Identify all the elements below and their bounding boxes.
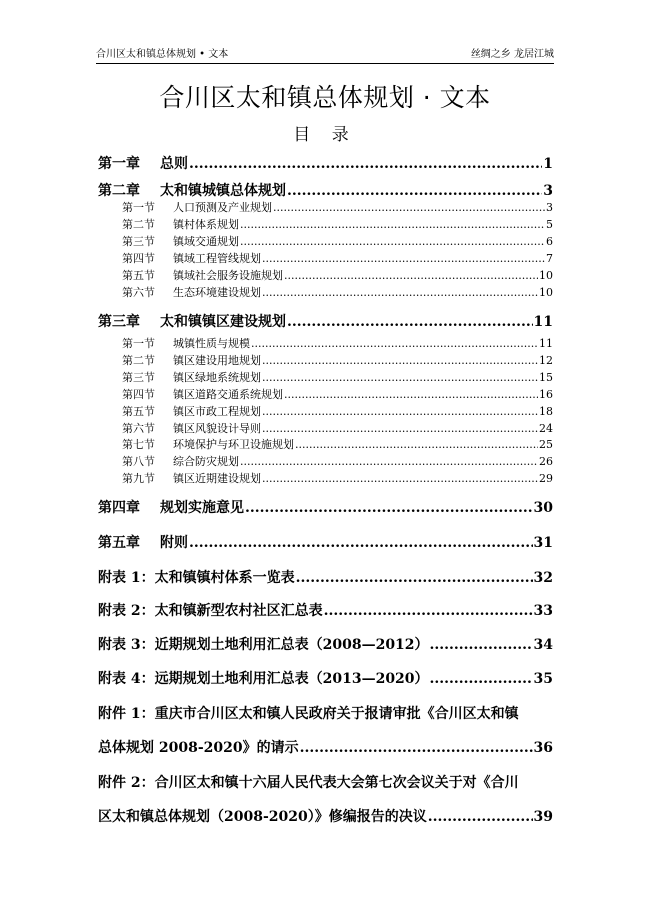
toc-appendix-table-3-page-number: 34 — [533, 637, 553, 653]
toc-section-2-1-label — [122, 199, 272, 215]
toc-section-2-1-number: 第一节 — [122, 201, 155, 214]
toc-section-3-3[interactable] — [98, 369, 553, 385]
toc-heading: 目 录 — [293, 125, 357, 145]
toc-section-2-6-number: 第六节 — [122, 285, 155, 299]
toc-section-3-6-title: 镇区风貌设计导则 — [173, 421, 261, 435]
toc-section-2-5[interactable] — [98, 267, 553, 283]
toc-attachment-1-line1[interactable]: 附件 1：重庆市合川区太和镇人民政府关于报请审批《合川区太和镇 — [98, 706, 519, 722]
toc-section-3-2-page-number: 12 — [539, 353, 553, 367]
toc-section-3-8-page-number: 26 — [539, 455, 553, 469]
toc-section-3-3-page-number: 15 — [539, 370, 553, 384]
toc-chapter-5[interactable] — [98, 532, 553, 552]
toc-appendix-table-4-page-number: 35 — [533, 671, 553, 687]
toc-section-3-6-page-number: 24 — [539, 421, 553, 435]
toc-section-3-3-label — [122, 369, 261, 385]
toc-appendix-table-2-title: 附表 2：太和镇新型农村社区汇总表 — [98, 603, 323, 619]
toc-appendix-table-1-page-number: 32 — [533, 570, 553, 586]
toc-section-2-4-title: 镇域工程管线规划 — [173, 251, 261, 265]
toc-attachment-1-label — [98, 737, 299, 757]
toc-section-3-6-leader-dots — [262, 422, 538, 435]
toc-section-3-1-label — [122, 335, 250, 351]
toc-chapter-4[interactable] — [98, 497, 553, 517]
toc-section-3-7-label — [122, 436, 294, 452]
toc-section-2-4[interactable] — [98, 250, 553, 266]
toc-section-2-3-leader-dots — [240, 235, 545, 248]
toc-section-2-5-leader-dots — [284, 269, 538, 282]
toc-section-2-1[interactable] — [98, 199, 553, 215]
toc-appendix-table-3-label — [98, 634, 429, 654]
toc-attachment-2-line1[interactable]: 附件 2：合川区太和镇十六届人民代表大会第七次会议关于对《合川 — [98, 775, 519, 791]
toc-section-3-7-page-number: 25 — [539, 438, 553, 452]
toc-chapter-4-label — [98, 497, 244, 517]
document-title: 合川区太和镇总体规划 · 文本 — [159, 83, 491, 112]
toc-appendix-table-4-leader-dots — [430, 671, 533, 687]
toc-chapter-5-page-number: 31 — [533, 535, 553, 551]
toc-section-3-8-label — [122, 453, 239, 469]
toc-section-2-2-title: 镇村体系规划 — [173, 217, 239, 231]
page-header — [96, 45, 554, 64]
toc-attachment-2-title: 区太和镇总体规划（2008-2020）》修编报告的决议 — [98, 809, 427, 825]
toc-chapter-1-title: 总则 — [160, 156, 188, 172]
toc-section-2-1-leader-dots — [273, 201, 545, 214]
toc-section-3-8-title: 综合防灾规划 — [173, 455, 239, 469]
toc-section-2-5-number: 第五节 — [122, 268, 155, 282]
toc-section-2-3-number: 第三节 — [122, 234, 155, 248]
toc-appendix-table-1[interactable] — [98, 567, 553, 587]
toc-appendix-table-3-leader-dots — [430, 637, 533, 653]
toc-section-3-9-title: 镇区近期建设规划 — [173, 472, 261, 486]
toc-section-2-2-label — [122, 216, 239, 232]
toc-chapter-4-number: 第四章 — [98, 500, 140, 516]
toc-appendix-table-2-page-number: 33 — [533, 603, 553, 619]
toc-section-2-3-title: 镇域交通规划 — [173, 234, 239, 248]
toc-chapter-3-label — [98, 311, 286, 331]
toc-appendix-table-3[interactable] — [98, 634, 553, 654]
toc-chapter-3[interactable] — [98, 311, 553, 331]
toc-chapter-2-number: 第二章 — [98, 183, 140, 199]
toc-section-3-7[interactable] — [98, 436, 553, 452]
toc-section-2-2-number: 第二节 — [122, 217, 155, 231]
toc-section-3-4-title: 镇区道路交通系统规划 — [173, 387, 283, 401]
toc-attachment-1-page-number: 36 — [533, 740, 553, 756]
toc-section-2-1-page-number: 3 — [546, 201, 553, 214]
toc-attachment-2[interactable] — [98, 806, 553, 826]
toc-section-3-4-page-number: 16 — [539, 387, 553, 401]
toc-chapter-1-label — [98, 153, 188, 173]
toc-attachment-1-leader-dots — [300, 740, 533, 756]
toc-section-2-2[interactable] — [98, 216, 553, 232]
toc-section-3-3-title: 镇区绿地系统规划 — [173, 370, 261, 384]
toc-appendix-table-2-label — [98, 600, 323, 620]
toc-chapter-5-number: 第五章 — [98, 535, 140, 551]
toc-chapter-4-leader-dots — [245, 500, 533, 516]
toc-chapter-3-number: 第三章 — [98, 314, 140, 330]
toc-section-3-1-leader-dots — [251, 337, 538, 350]
toc-attachment-2-leader-dots — [428, 809, 533, 825]
toc-section-3-1-page-number: 11 — [539, 337, 553, 350]
toc-attachment-2-page-number: 39 — [533, 809, 553, 825]
toc-chapter-4-page-number: 30 — [533, 500, 553, 516]
toc-section-3-5-leader-dots — [262, 405, 538, 418]
toc-section-2-5-label — [122, 267, 283, 283]
toc-chapter-2-page-number: 3 — [543, 183, 553, 199]
toc-section-3-1-number: 第一节 — [122, 337, 155, 350]
toc-appendix-table-2[interactable] — [98, 600, 553, 620]
toc-section-3-6[interactable] — [98, 420, 553, 436]
toc-appendix-table-4-title: 附表 4：远期规划土地利用汇总表（2013—2020） — [98, 671, 429, 687]
toc-chapter-1-number: 第一章 — [98, 156, 140, 172]
toc-section-2-6-leader-dots — [262, 286, 538, 299]
toc-chapter-3-title: 太和镇镇区建设规划 — [160, 314, 286, 330]
toc-section-3-9-leader-dots — [262, 472, 538, 485]
toc-appendix-table-1-leader-dots — [296, 570, 533, 586]
toc-section-3-5[interactable] — [98, 403, 553, 419]
toc-appendix-table-1-label — [98, 567, 295, 587]
toc-section-3-9[interactable] — [98, 470, 553, 486]
toc-section-3-8[interactable] — [98, 453, 553, 469]
toc-section-3-8-number: 第八节 — [122, 455, 155, 469]
toc-chapter-2-label — [98, 180, 286, 200]
toc-section-2-3[interactable] — [98, 233, 553, 249]
toc-chapter-2-leader-dots — [287, 183, 542, 199]
toc-section-3-2[interactable] — [98, 352, 553, 368]
toc-section-3-6-number: 第六节 — [122, 421, 155, 435]
toc-section-2-4-label — [122, 250, 261, 266]
toc-chapter-5-title: 附则 — [160, 535, 188, 551]
toc-appendix-table-1-title: 附表 1：太和镇镇村体系一览表 — [98, 570, 295, 586]
header-right-text: 丝绸之乡 龙居江城 — [470, 49, 554, 60]
toc-appendix-table-4[interactable] — [98, 668, 553, 688]
toc-appendix-table-2-leader-dots — [324, 603, 533, 619]
toc-section-3-1-title: 城镇性质与规模 — [173, 337, 250, 350]
toc-chapter-2[interactable] — [98, 180, 553, 200]
toc-section-3-3-number: 第三节 — [122, 370, 155, 384]
toc-section-3-7-leader-dots — [295, 438, 538, 451]
toc-section-2-6-title: 生态环境建设规划 — [173, 285, 261, 299]
toc-section-3-2-number: 第二节 — [122, 353, 155, 367]
toc-chapter-5-label — [98, 532, 188, 552]
toc-appendix-table-3-title: 附表 3：近期规划土地利用汇总表（2008—2012） — [98, 637, 429, 653]
toc-section-3-2-title: 镇区建设用地规划 — [173, 353, 261, 367]
toc-section-3-9-number: 第九节 — [122, 472, 155, 486]
toc-section-2-4-number: 第四节 — [122, 251, 155, 265]
toc-chapter-1-leader-dots — [189, 156, 542, 172]
toc-section-2-4-page-number: 7 — [546, 251, 553, 265]
toc-section-3-8-leader-dots — [240, 455, 538, 468]
toc-section-2-5-page-number: 10 — [539, 268, 553, 282]
toc-section-2-6[interactable] — [98, 284, 553, 300]
toc-chapter-3-page-number: 11 — [533, 314, 553, 330]
toc-section-3-7-title: 环境保护与环卫设施规划 — [173, 438, 294, 452]
toc-chapter-1[interactable] — [98, 153, 553, 173]
toc-section-3-4-number: 第四节 — [122, 387, 155, 401]
toc-section-2-2-page-number: 5 — [546, 217, 553, 231]
toc-attachment-2-label — [98, 806, 427, 826]
toc-section-3-5-label — [122, 403, 261, 419]
toc-chapter-5-leader-dots — [189, 535, 533, 551]
toc-section-2-4-leader-dots — [262, 252, 545, 265]
toc-section-2-5-title: 镇域社会服务设施规划 — [173, 268, 283, 282]
toc-section-3-6-label — [122, 420, 261, 436]
toc-section-2-2-leader-dots — [240, 218, 545, 231]
toc-section-2-3-label — [122, 233, 239, 249]
toc-section-3-5-page-number: 18 — [539, 404, 553, 418]
toc-chapter-2-title: 太和镇城镇总体规划 — [160, 183, 286, 199]
toc-section-2-6-page-number: 10 — [539, 285, 553, 299]
toc-section-3-5-title: 镇区市政工程规划 — [173, 404, 261, 418]
toc-section-3-4-label — [122, 386, 283, 402]
toc-section-3-3-leader-dots — [262, 371, 538, 384]
toc-section-3-4[interactable] — [98, 386, 553, 402]
toc-chapter-1-page-number: 1 — [543, 156, 553, 172]
toc-section-2-1-title: 人口预测及产业规划 — [173, 201, 272, 214]
toc-section-3-2-label — [122, 352, 261, 368]
toc-chapter-3-leader-dots — [287, 314, 533, 330]
header-left-text: 合川区太和镇总体规划 • 文本 — [96, 49, 229, 60]
toc-section-3-7-number: 第七节 — [122, 438, 155, 452]
toc-section-3-1[interactable] — [98, 335, 553, 351]
toc-section-2-3-page-number: 6 — [546, 234, 553, 248]
toc-chapter-4-title: 规划实施意见 — [160, 500, 244, 516]
toc-section-3-4-leader-dots — [284, 388, 538, 401]
toc-appendix-table-4-label — [98, 668, 429, 688]
toc-attachment-1-title: 总体规划 2008-2020》的请示 — [98, 740, 299, 756]
toc-section-2-6-label — [122, 284, 261, 300]
toc-section-3-9-page-number: 29 — [539, 472, 553, 486]
toc-attachment-1[interactable] — [98, 737, 553, 757]
toc-section-3-9-label — [122, 470, 261, 486]
toc-section-3-2-leader-dots — [262, 354, 538, 367]
toc-section-3-5-number: 第五节 — [122, 404, 155, 418]
